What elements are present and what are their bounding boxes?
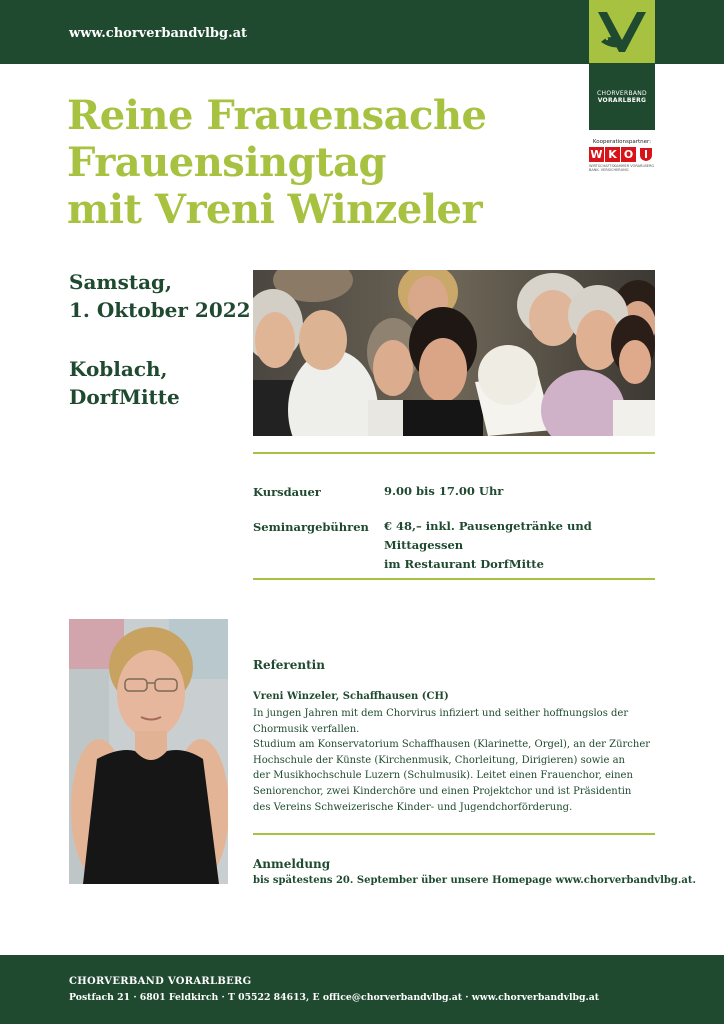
- bio-line-3: Studium am Konservatorium Schaffhausen (Klarinette, Orgel), an der Zürcher: [253, 739, 651, 751]
- wko-logo: [589, 147, 655, 162]
- v-bird-icon: [595, 6, 649, 56]
- speaker-name: Vreni Winzeler, Schaffhausen (CH): [253, 691, 449, 702]
- chorverband-logo: [589, 0, 655, 130]
- duration-value: 9.00 bis 17.00 Uhr: [384, 484, 504, 498]
- divider-line-2: [253, 578, 655, 580]
- registration-heading: Anmeldung: [253, 857, 331, 871]
- logo-emblem: [589, 0, 655, 63]
- partner-label: Kooperationspartner:: [592, 139, 652, 145]
- title-line-2: Frauensingtag: [67, 139, 386, 186]
- wko-letter-k: K: [605, 147, 620, 162]
- logo-text-line1: CHORVERBAND: [597, 90, 647, 97]
- title-line-3: mit Vreni Winzeler: [67, 186, 483, 233]
- title-line-1: Reine Frauensache: [67, 92, 487, 139]
- fee-label: Seminargebühren: [253, 520, 369, 534]
- event-place-line1: Koblach,: [69, 357, 168, 381]
- bio-line-2: Chormusik verfallen.: [253, 723, 360, 735]
- wko-shield-icon: [637, 147, 655, 162]
- bio-line-5: der Musikhochschule Luzern (Schulmusik). Leitet einen Frauenchor, einen: [253, 770, 633, 782]
- fee-value-line1: € 48,– inkl. Pausengetränke und Mittagessen: [384, 519, 592, 552]
- footer-org-name: CHORVERBAND VORARLBERG: [69, 976, 252, 987]
- footer-bar: [0, 955, 724, 1024]
- event-day: Samstag,: [69, 270, 172, 294]
- bio-line-6: Seniorenchor, zwei Kinderchöre und einen Projektchor und ist Präsidentin: [253, 785, 632, 797]
- header-website-link[interactable]: www.chorverbandvlbg.at: [69, 26, 248, 41]
- speaker-bio: [253, 706, 653, 815]
- logo-text-line2: VORARLBERG: [597, 97, 647, 104]
- footer-address: Postfach 21 · 6801 Feldkirch · T 05522 84613, E office@chorverbandvlbg.at · www.chorverbandvlbg.at: [69, 992, 600, 1003]
- speaker-heading: Referentin: [253, 658, 325, 672]
- event-location: [69, 355, 180, 411]
- event-date: [69, 268, 251, 324]
- registration-text: bis spätestens 20. September über unsere Homepage www.chorverbandvlbg.at.: [253, 875, 696, 886]
- bio-line-7: des Vereins Schweizerische Kinder- und Jugendchorförderung.: [253, 801, 573, 813]
- fee-value: [384, 517, 664, 574]
- bio-line-4: Hochschule der Künste (Kirchenmusik, Chorleitung, Dirigieren) sowie an: [253, 754, 625, 766]
- divider-line-3: [253, 833, 655, 835]
- choir-photo: [253, 270, 655, 436]
- speaker-photo: [69, 619, 228, 884]
- fee-value-line2: im Restaurant DorfMitte: [384, 557, 544, 571]
- wko-subtitle: WIRTSCHAFTSKAMMER VORARLBERG BANK- VERSICHERUNG: [589, 164, 655, 172]
- wko-letter-o: O: [621, 147, 636, 162]
- duration-label: Kursdauer: [253, 485, 321, 499]
- wko-letter-w: W: [590, 148, 603, 161]
- page-title: [67, 92, 486, 233]
- event-place-line2: DorfMitte: [69, 385, 180, 409]
- divider-line-1: [253, 452, 655, 454]
- bio-line-1: In jungen Jahren mit dem Chorvirus infiziert und seither hoffnungslos der: [253, 708, 629, 719]
- event-date-text: 1. Oktober 2022: [69, 298, 251, 322]
